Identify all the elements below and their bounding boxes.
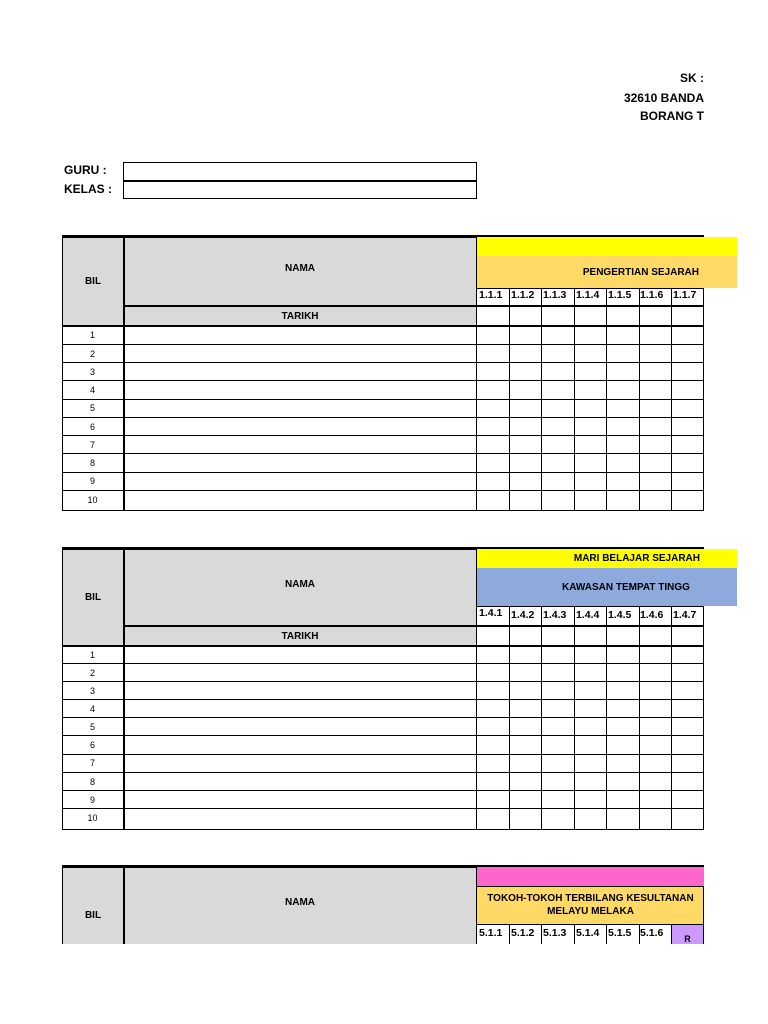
row-number: 5 [89, 403, 95, 413]
topic-band [477, 237, 737, 256]
nama-header: NAMA [124, 550, 476, 625]
assessment-table-3 [62, 865, 704, 944]
assessment-table-2 [62, 547, 704, 830]
row-number: 10 [87, 495, 98, 505]
bil-header: BIL [63, 238, 123, 325]
nama-header: NAMA [124, 238, 476, 305]
sk-code-1-1-5: 1.1.5 [608, 289, 632, 301]
kelas-label: KELAS : [64, 182, 112, 196]
sk-code-1-4-6: 1.4.6 [640, 609, 664, 621]
topic-band [477, 867, 704, 886]
sk-code-1-4-2: 1.4.2 [511, 609, 535, 621]
row-number: 6 [89, 422, 95, 432]
sk-code-1-1-4: 1.1.4 [576, 289, 600, 301]
kelas-field[interactable] [123, 181, 477, 199]
subtopic-band: PENGERTIAN SEJARAH [477, 256, 737, 288]
sk-code-1-4-4: 1.4.4 [576, 609, 600, 621]
subtopic-band: TOKOH-TOKOH TERBILANG KESULTANAN MELAYU MELAKA [477, 886, 704, 924]
sk-code-1-1-2: 1.1.2 [511, 289, 535, 301]
row-number: 3 [89, 367, 95, 377]
extra-code-cell: R [672, 925, 703, 944]
sk-code-5-1-6: 5.1.6 [640, 927, 664, 939]
tarikh-header: TARIKH [124, 627, 476, 645]
sk-code-1-1-6: 1.1.6 [640, 289, 664, 301]
row-number: 2 [89, 668, 95, 678]
sk-code-1-4-7: 1.4.7 [673, 609, 697, 621]
sk-code-5-1-1: 5.1.1 [479, 927, 503, 939]
row-number: 7 [89, 758, 95, 768]
sk-code-1-4-1: 1.4.1 [479, 607, 503, 619]
topic-band: MARI BELAJAR SEJARAH [477, 549, 737, 568]
sk-code-5-1-4: 5.1.4 [576, 927, 600, 939]
row-number: 9 [89, 795, 95, 805]
sk-code-1-1-3: 1.1.3 [543, 289, 567, 301]
row-number: 6 [89, 740, 95, 750]
sk-code-1-1-1: 1.1.1 [479, 289, 503, 301]
sk-code-1-4-3: 1.4.3 [543, 609, 567, 621]
row-number: 10 [87, 813, 98, 823]
sk-code-5-1-2: 5.1.2 [511, 927, 535, 939]
sk-code-5-1-3: 5.1.3 [543, 927, 567, 939]
row-number: 3 [89, 686, 95, 696]
school-address: 32610 BANDA [623, 91, 704, 105]
row-number: 8 [89, 777, 95, 787]
row-number: 1 [89, 330, 95, 340]
row-number: 4 [89, 385, 95, 395]
guru-label: GURU : [64, 163, 107, 177]
row-number: 5 [89, 722, 95, 732]
bil-header: BIL [63, 550, 123, 645]
row-number: 9 [89, 476, 95, 486]
row-number: 2 [89, 349, 95, 359]
bil-header: BIL [63, 868, 123, 944]
school-name: SK : [680, 71, 704, 85]
sk-code-1-4-5: 1.4.5 [608, 609, 632, 621]
subtopic-band: KAWASAN TEMPAT TINGG [477, 568, 737, 606]
sk-code-1-1-7: 1.1.7 [673, 289, 697, 301]
row-number: 1 [89, 650, 95, 660]
tarikh-header: TARIKH [124, 307, 476, 325]
row-number: 4 [89, 704, 95, 714]
form-title: BORANG T [640, 109, 704, 123]
row-number: 7 [89, 440, 95, 450]
sk-code-5-1-5: 5.1.5 [608, 927, 632, 939]
assessment-table-1 [62, 235, 704, 511]
nama-header: NAMA [124, 868, 476, 944]
guru-field[interactable] [123, 162, 477, 181]
row-number: 8 [89, 458, 95, 468]
